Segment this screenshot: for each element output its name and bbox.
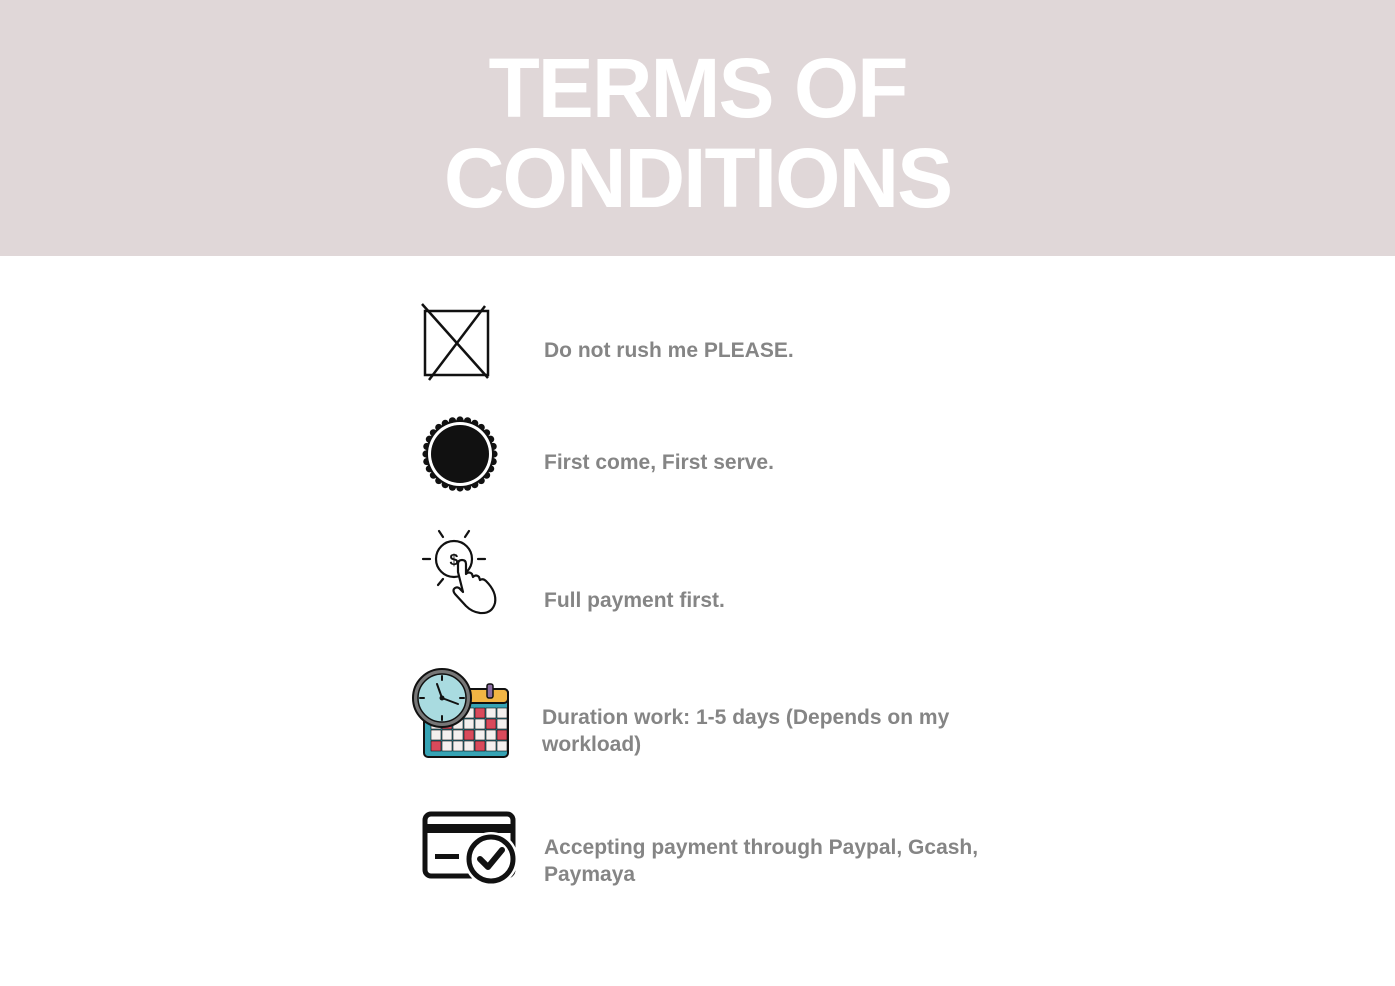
term-line: Accepting payment through Paypal, Gcash,: [544, 836, 979, 859]
term-line: Do not rush me PLEASE.: [544, 339, 794, 362]
page-title-line-1: TERMS OF: [488, 41, 907, 135]
card-payment-check-icon: [421, 810, 519, 892]
term-line: Duration work: 1-5 days (Depends on my: [542, 706, 950, 729]
term-text: [542, 704, 949, 758]
term-line: workload): [542, 733, 642, 756]
term-text: [544, 834, 978, 888]
term-text: [544, 449, 774, 476]
term-text: [544, 337, 794, 364]
hand-click-coin-icon: [420, 528, 502, 616]
svg-text:$: $: [449, 552, 459, 569]
term-line: First come, First serve.: [544, 451, 774, 474]
term-line: Full payment first.: [544, 589, 725, 612]
crossed-box-icon: [420, 302, 492, 382]
page-title-line-2: CONDITIONS: [443, 131, 952, 225]
scalloped-circle-badge-icon: [420, 415, 500, 495]
header-banner: [0, 0, 1395, 256]
term-line: Paymaya: [544, 863, 636, 886]
term-text: [544, 587, 725, 614]
clock-calendar-icon: [411, 667, 511, 759]
